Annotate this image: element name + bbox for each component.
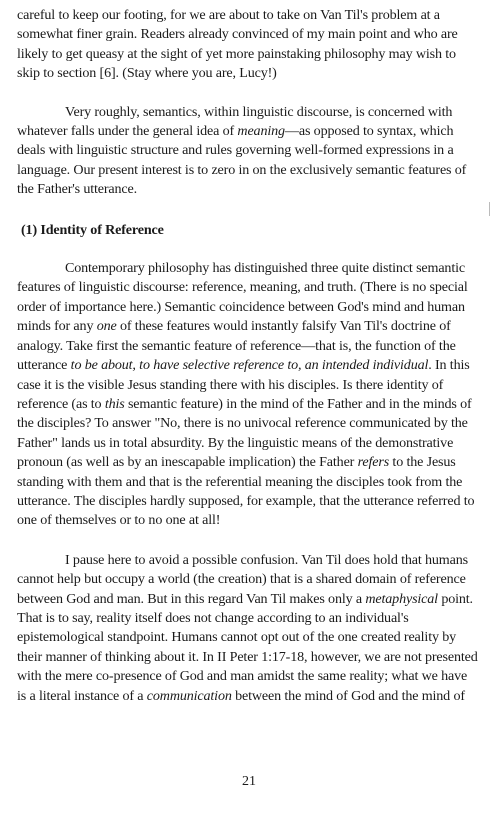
paragraph-3-text-g: semantic feature) in the mind of the Father and in the minds of the disciples? To answer "No, there is no univocal reference communicated by the Father" lands us in total absurdity. By the linguistic means of the demonstrative pronoun (as well as by an inescapable implication) the Father	[17, 395, 472, 471]
paragraph-3-text-i: to the Jesus standing with them and that is the referential meaning the disciples took from the utterance. The disciples hardly supposed, for example, that the utterance referred to one of themselves or to no one at all!	[17, 454, 475, 529]
paragraph-4-text-a: I pause here to avoid a possible confusion. Van Til does hold that humans cannot help but occupy a world (the creation) that is a shared domain of reference between God and man. But in this regard Van Til makes only a	[17, 551, 468, 607]
paragraph-3-emphasis-one: one	[96, 318, 117, 335]
margin-mark	[489, 202, 490, 216]
page-number: 21	[242, 774, 256, 789]
paragraph-2	[17, 103, 479, 200]
paragraph-4-emphasis-metaphysical: metaphysical	[365, 590, 438, 607]
section-heading: (1) Identity of Reference	[21, 221, 164, 238]
paragraph-3-text-c: of these features would instantly falsify Van Til's doctrine of analogy. Take first the semantic feature of reference—that is, the function of the utterance	[17, 318, 456, 374]
paragraph-3-emphasis-reference: to be about, to have selective reference to, an intended individual	[70, 357, 429, 374]
paragraph-4	[17, 551, 479, 706]
paragraph-4-emphasis-communication: communication	[146, 687, 232, 704]
paragraph-3-text-a: Contemporary philosophy has distinguished three quite distinct semantic features of linguistic discourse: reference, meaning, and truth. (There is no special order of importance here.) Semantic coincidence between God's mind and human minds for any	[17, 260, 468, 335]
paragraph-2-emphasis-meaning: meaning	[237, 123, 285, 140]
paragraph-2-text-c: —as opposed to syntax, which deals with linguistic structure and rules governing well-formed expressions in a language. Our present interest is to zero in on the exclusively semantic features of the Father's utterance.	[17, 123, 467, 198]
paragraph-4-text-e: between the mind of God and the mind of	[231, 687, 465, 704]
paragraph-4-text-c: point. That is to say, reality itself does not change according to an individual's epistemological standpoint. Humans cannot opt out of the one created reality by their manner of thinking about it. In II Peter 1:17-18, however, we are not presented with the mere co-presence of God and man amidst the same reality; what we have is a literal instance of a	[17, 590, 478, 704]
paragraph-1	[17, 6, 479, 84]
paragraph-1-text: careful to keep our footing, for we are about to take on Van Til's problem at a somewhat finer grain. Readers already convinced of my main point and who are likely to get queasy at the sight of yet more painstaking philosophy may wish to skip to section [6]. (Stay where you are, Lucy!)	[17, 7, 458, 82]
paragraph-2-text-a: Very roughly, semantics, within linguistic discourse, is concerned with whatever falls under the general idea of	[17, 103, 453, 140]
paragraph-3-emphasis-refers: refers	[357, 454, 390, 471]
page-body	[17, 6, 479, 706]
paragraph-3-emphasis-this: this	[104, 395, 125, 412]
paragraph-3	[17, 259, 479, 531]
paragraph-3-text-e: . In this case it is the visible Jesus standing there with his disciples. Is there identity of reference (as to	[17, 357, 470, 412]
